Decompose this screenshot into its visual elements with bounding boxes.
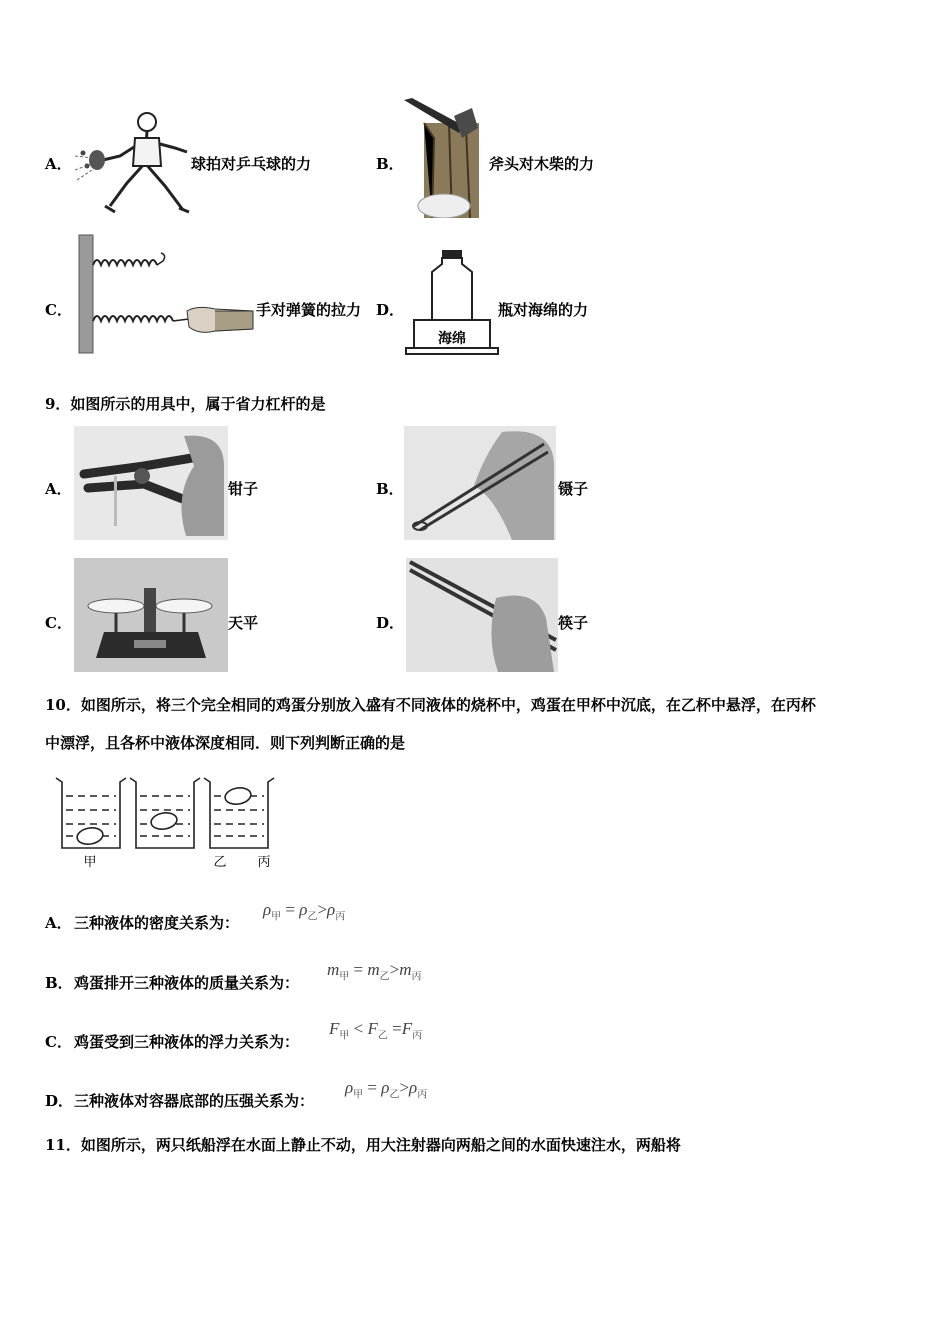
formula: $F_甲 < F_乙 =F_丙$ bbox=[329, 1019, 423, 1042]
option-letter: B． bbox=[376, 155, 404, 173]
q10-stem-line-2: 中漂浮，且各杯中液体深度相同．则下列判断正确的是 bbox=[45, 734, 406, 752]
q8-option-c[interactable] bbox=[45, 233, 375, 355]
option-letter: D． bbox=[376, 614, 405, 632]
formula: $m_甲 = m_乙>m_丙$ bbox=[327, 960, 422, 983]
q8-option-d[interactable] bbox=[376, 248, 636, 358]
q10-option-c[interactable] bbox=[45, 1019, 545, 1051]
q10-option-a[interactable] bbox=[45, 900, 545, 932]
option-text: 三种液体对容器底部的压强关系为： bbox=[74, 1092, 315, 1110]
beaker-label: 甲 bbox=[83, 855, 97, 870]
option-letter: B． bbox=[45, 974, 73, 992]
option-text: 鸡蛋排开三种液体的质量关系为： bbox=[74, 974, 300, 992]
q10-stem-line-1: 10．如图所示，将三个完全相同的鸡蛋分别放入盛有不同液体的烧杯中，鸡蛋在甲杯中沉底，在乙杯中悬浮，在丙杯 bbox=[45, 696, 816, 714]
option-text: 鸡蛋受到三种液体的浮力关系为： bbox=[74, 1033, 300, 1051]
q9-option-d[interactable] bbox=[376, 558, 656, 674]
option-caption: 天平 bbox=[228, 614, 259, 632]
option-letter: D． bbox=[376, 301, 405, 319]
q10-option-d[interactable] bbox=[45, 1078, 545, 1110]
option-caption: 筷子 bbox=[558, 614, 589, 632]
formula: $\rho_甲 = \rho_乙>\rho_丙$ bbox=[345, 1078, 428, 1101]
option-letter: D． bbox=[45, 1092, 74, 1110]
option-letter: A． bbox=[45, 914, 72, 932]
option-letter: C． bbox=[45, 614, 72, 632]
q9-option-a[interactable] bbox=[45, 426, 325, 542]
option-caption: 钳子 bbox=[228, 480, 259, 498]
beaker-label: 乙 bbox=[213, 855, 227, 870]
option-letter: A． bbox=[45, 155, 72, 173]
q8-option-a[interactable] bbox=[45, 108, 345, 218]
beakers-figure bbox=[52, 774, 282, 870]
q8-option-b[interactable] bbox=[376, 98, 636, 220]
option-letter: B． bbox=[376, 480, 404, 498]
bottle-on-sponge-icon bbox=[404, 248, 500, 356]
option-caption: 手对弹簧的拉力 bbox=[256, 301, 362, 319]
option-letter: A． bbox=[45, 480, 72, 498]
q9-option-c[interactable] bbox=[45, 558, 325, 674]
option-letter: C． bbox=[45, 301, 72, 319]
q11-stem: 11．如图所示，两只纸船浮在水面上静止不动，用大注射器向两船之间的水面快速注水，两船将 bbox=[45, 1136, 681, 1154]
q9-option-b[interactable] bbox=[376, 426, 656, 542]
pliers-icon bbox=[74, 426, 228, 540]
option-caption: 球拍对乒乓球的力 bbox=[191, 155, 312, 173]
balance-icon bbox=[74, 558, 228, 672]
beaker-label: 丙 bbox=[257, 855, 271, 870]
hand-pulling-spring-icon bbox=[75, 233, 255, 355]
option-text: 三种液体的密度关系为： bbox=[74, 914, 240, 932]
chopsticks-icon bbox=[406, 558, 558, 672]
option-caption: 斧头对木柴的力 bbox=[489, 155, 595, 173]
option-letter: C． bbox=[45, 1033, 72, 1051]
option-caption: 镊子 bbox=[558, 480, 589, 498]
q10-option-b[interactable] bbox=[45, 960, 545, 992]
formula: $\rho_甲 = \rho_乙>\rho_丙$ bbox=[263, 900, 346, 923]
option-caption: 瓶对海绵的力 bbox=[498, 301, 589, 319]
sponge-label: 海绵 bbox=[438, 331, 466, 347]
axe-on-wood-icon bbox=[404, 98, 494, 218]
q9-stem: 9．如图所示的用具中，属于省力杠杆的是 bbox=[45, 395, 326, 413]
tweezers-icon bbox=[404, 426, 556, 540]
